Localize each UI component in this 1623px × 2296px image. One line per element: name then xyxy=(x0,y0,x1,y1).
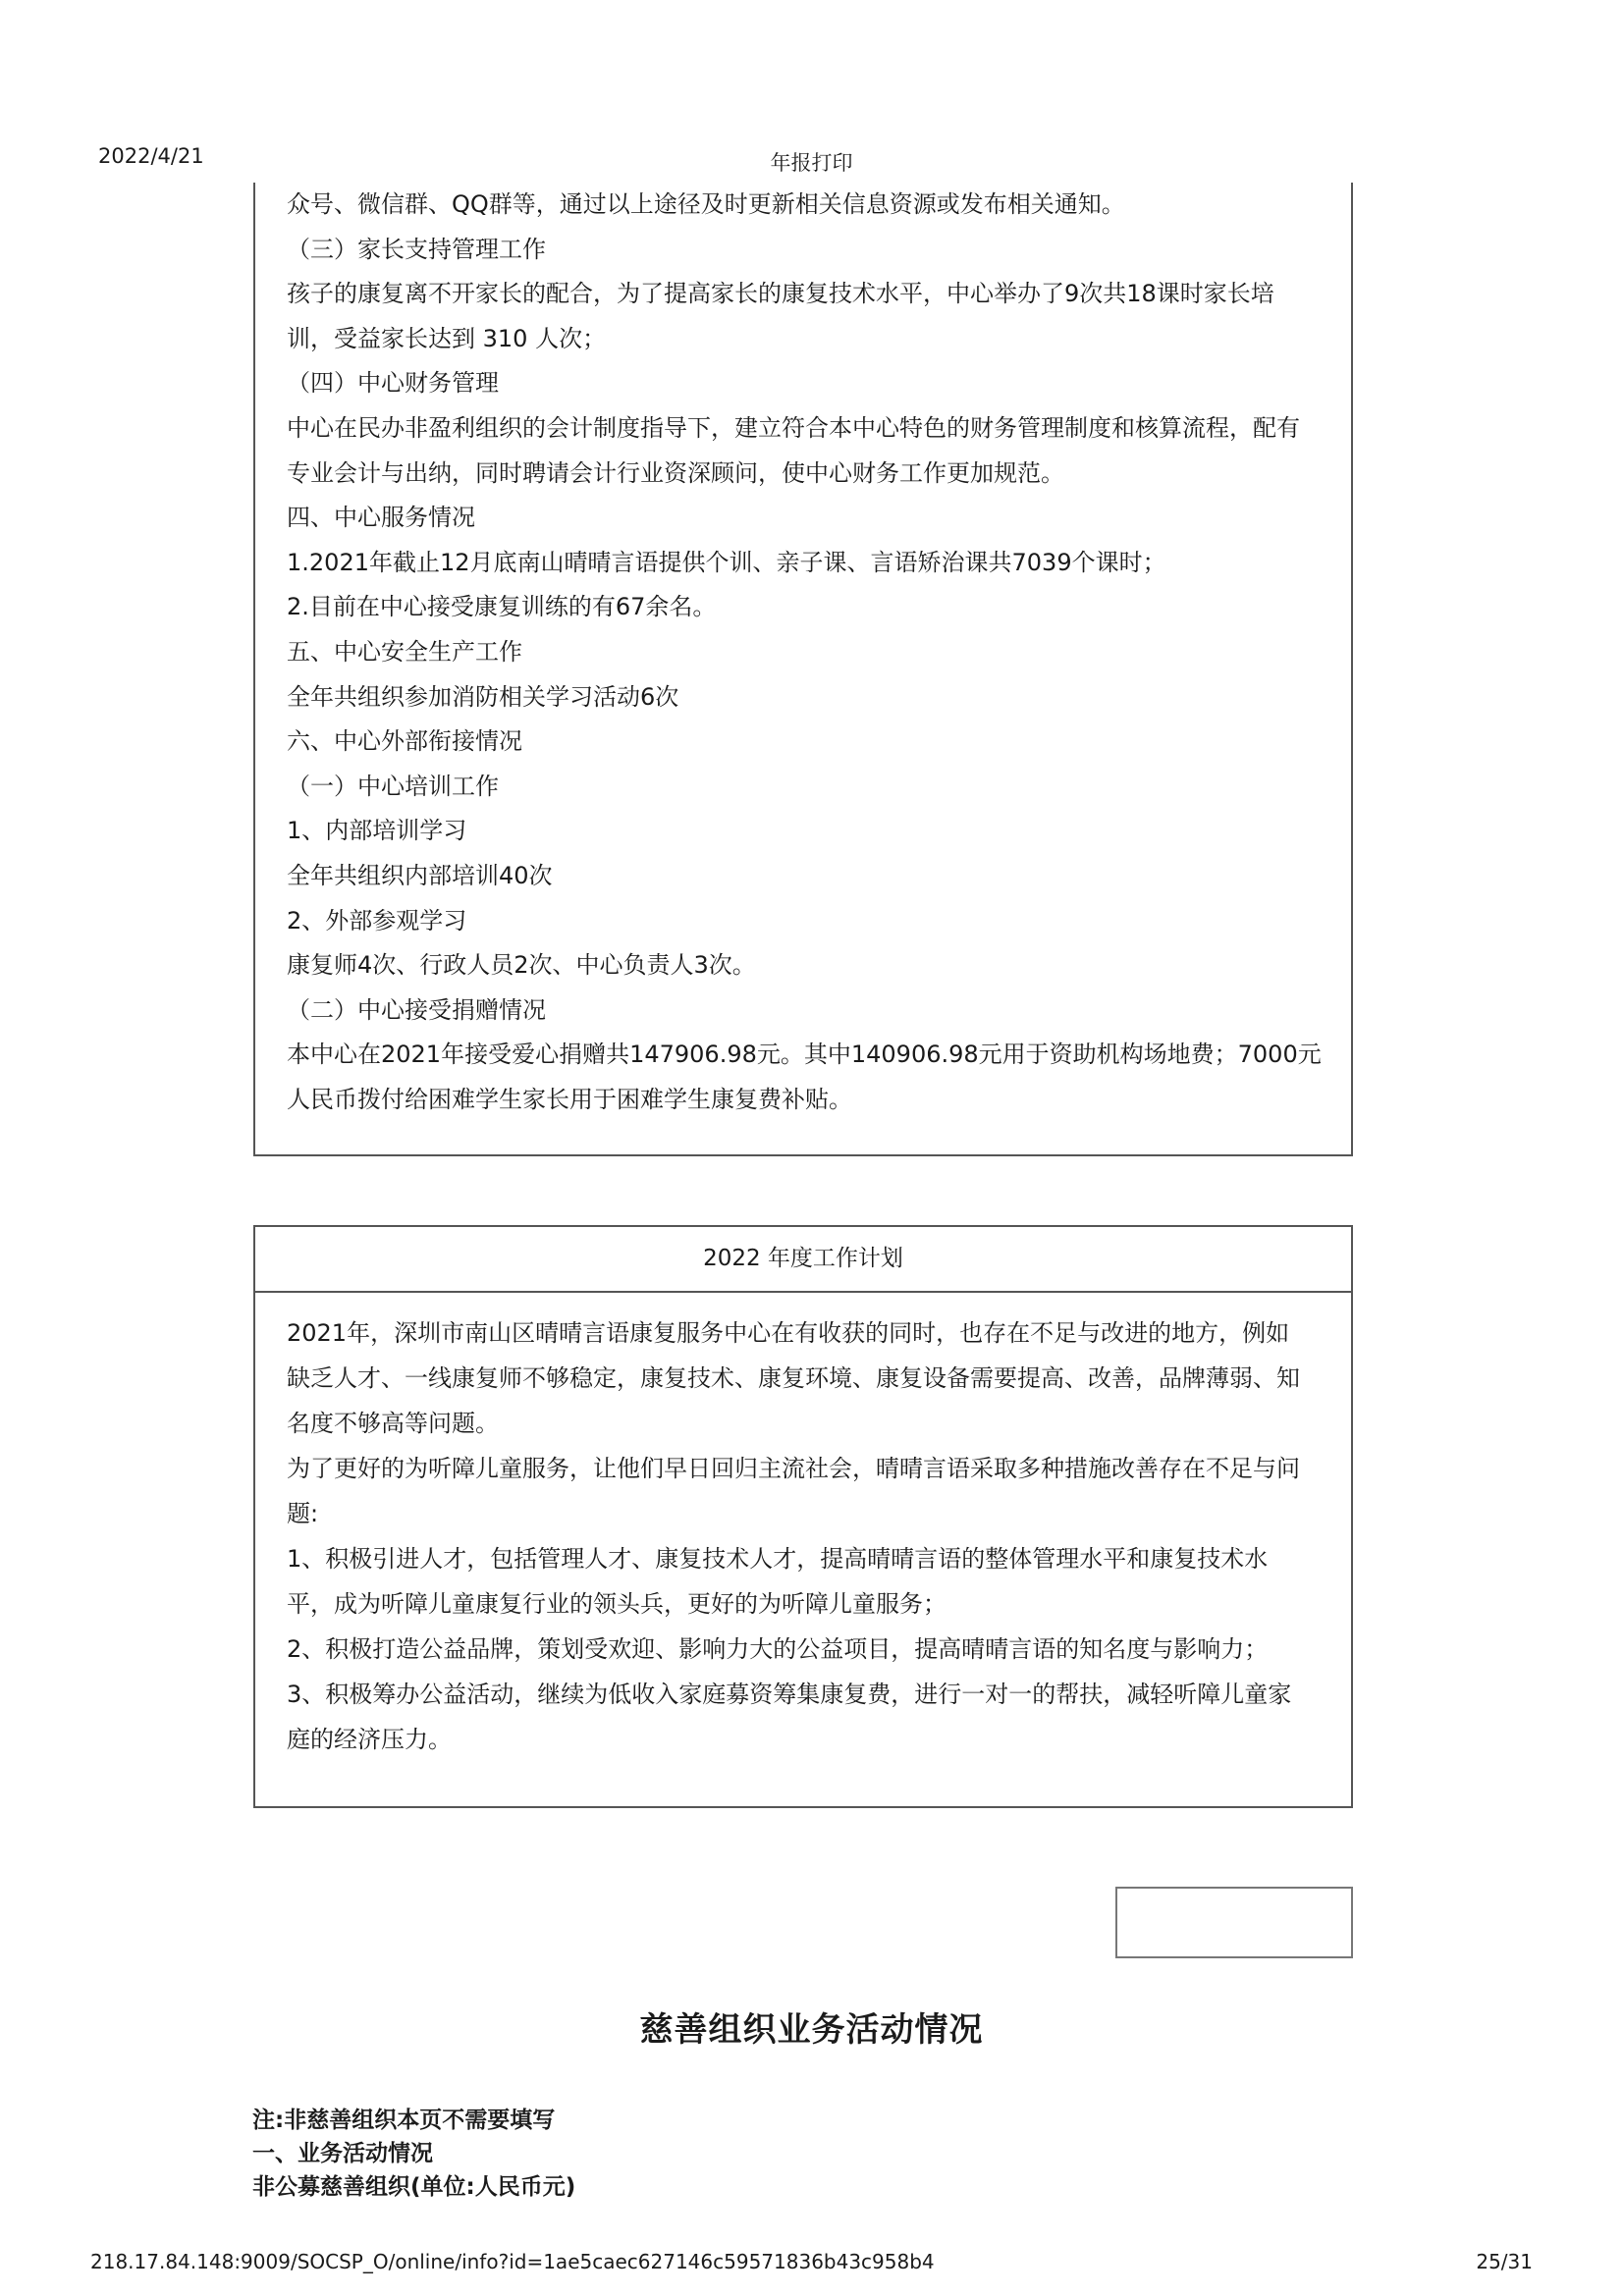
text-line: 题: xyxy=(287,1500,319,1527)
footer-url: 218.17.84.148:9009/SOCSP_O/online/info?id=1ae5caec627146c59571836b43c958b4 xyxy=(90,2250,935,2273)
text-line: 众号、微信群、QQ群等，通过以上途径及时更新相关信息资源或发布相关通知。 xyxy=(287,190,1125,218)
charity-subheading: 一、业务活动情况 xyxy=(252,2141,433,2166)
page-header-title: 年报打印 xyxy=(770,151,853,175)
section-heading: 六、中心外部衔接情况 xyxy=(287,727,522,756)
blank-stamp-box xyxy=(1115,1887,1353,1958)
text-line: 名度不够高等问题。 xyxy=(287,1410,499,1437)
charity-note: 注:非慈善组织本页不需要填写 xyxy=(252,2108,556,2133)
work-plan-box xyxy=(253,1225,1353,1808)
work-plan-text xyxy=(287,1310,1322,1762)
text-line: 平，成为听障儿童康复行业的领头兵，更好的为听障儿童服务； xyxy=(287,1590,947,1618)
text-line: 全年共组织内部培训40次 xyxy=(287,861,553,889)
charity-notes xyxy=(252,2104,575,2204)
section-heading: 五、中心安全生产工作 xyxy=(287,637,522,666)
text-line: 2.目前在中心接受康复训练的有67余名。 xyxy=(287,593,717,621)
text-line: 专业会计与出纳，同时聘请会计行业资深顾问，使中心财务工作更加规范。 xyxy=(287,458,1064,487)
text-line: 1、内部培训学习 xyxy=(287,817,467,845)
text-line: 为了更好的为听障儿童服务，让他们早日回归主流社会，晴晴言语采取多种措施改善存在不足与问 xyxy=(287,1455,1300,1482)
subheading: （四）中心财务管理 xyxy=(287,369,499,398)
text-line: 2021年，深圳市南山区晴晴言语康复服务中心在有收获的同时，也存在不足与改进的地方，例如 xyxy=(287,1319,1290,1347)
text-line: 1.2021年截止12月底南山晴晴言语提供个训、亲子课、言语矫治课共7039个课时； xyxy=(287,548,1166,576)
section-heading: 四、中心服务情况 xyxy=(287,504,475,532)
print-date: 2022/4/21 xyxy=(98,144,204,168)
text-line: 孩子的康复离不开家长的配合，为了提高家长的康复技术水平，中心举办了9次共18课时家长培 xyxy=(287,280,1274,308)
report-text-box xyxy=(253,183,1353,1156)
subheading: （三）家长支持管理工作 xyxy=(287,235,546,263)
report-text-lines xyxy=(287,183,1322,1122)
subheading: （一）中心培训工作 xyxy=(287,772,499,800)
page-number: 25/31 xyxy=(1476,2250,1533,2273)
text-line: 2、积极打造公益品牌，策划受欢迎、影响力大的公益项目，提高晴晴言语的知名度与影响力； xyxy=(287,1635,1269,1663)
text-line: 中心在民办非盈利组织的会计制度指导下，建立符合本中心特色的财务管理制度和核算流程，配有 xyxy=(287,413,1300,442)
text-line: 1、积极引进人才，包括管理人才、康复技术人才，提高晴晴言语的整体管理水平和康复技术水 xyxy=(287,1545,1269,1573)
text-line: 本中心在2021年接受爱心捐赠共147906.98元。其中140906.98元用于资助机构场地费；7000元 xyxy=(287,1041,1322,1069)
text-line: 康复师4次、行政人员2次、中心负责人3次。 xyxy=(287,951,756,980)
text-line: 缺乏人才、一线康复师不够稳定，康复技术、康复环境、康复设备需要提高、改善，品牌薄弱、知 xyxy=(287,1364,1300,1392)
text-line: 训，受益家长达到 310 人次； xyxy=(287,324,607,352)
subheading: （二）中心接受捐赠情况 xyxy=(287,995,546,1024)
text-line: 3、积极筹办公益活动，继续为低收入家庭募资筹集康复费，进行一对一的帮扶，减轻听障儿童家 xyxy=(287,1681,1292,1708)
text-line: 人民币拨付给困难学生家长用于困难学生康复费补贴。 xyxy=(287,1085,852,1113)
work-plan-title: 2022 年度工作计划 xyxy=(255,1227,1351,1293)
text-line: 全年共组织参加消防相关学习活动6次 xyxy=(287,682,679,711)
charity-section-title: 慈善组织业务活动情况 xyxy=(639,2010,984,2050)
text-line: 庭的经济压力。 xyxy=(287,1726,452,1753)
text-line: 2、外部参观学习 xyxy=(287,906,467,934)
charity-subheading: 非公募慈善组织(单位:人民币元) xyxy=(252,2174,576,2200)
